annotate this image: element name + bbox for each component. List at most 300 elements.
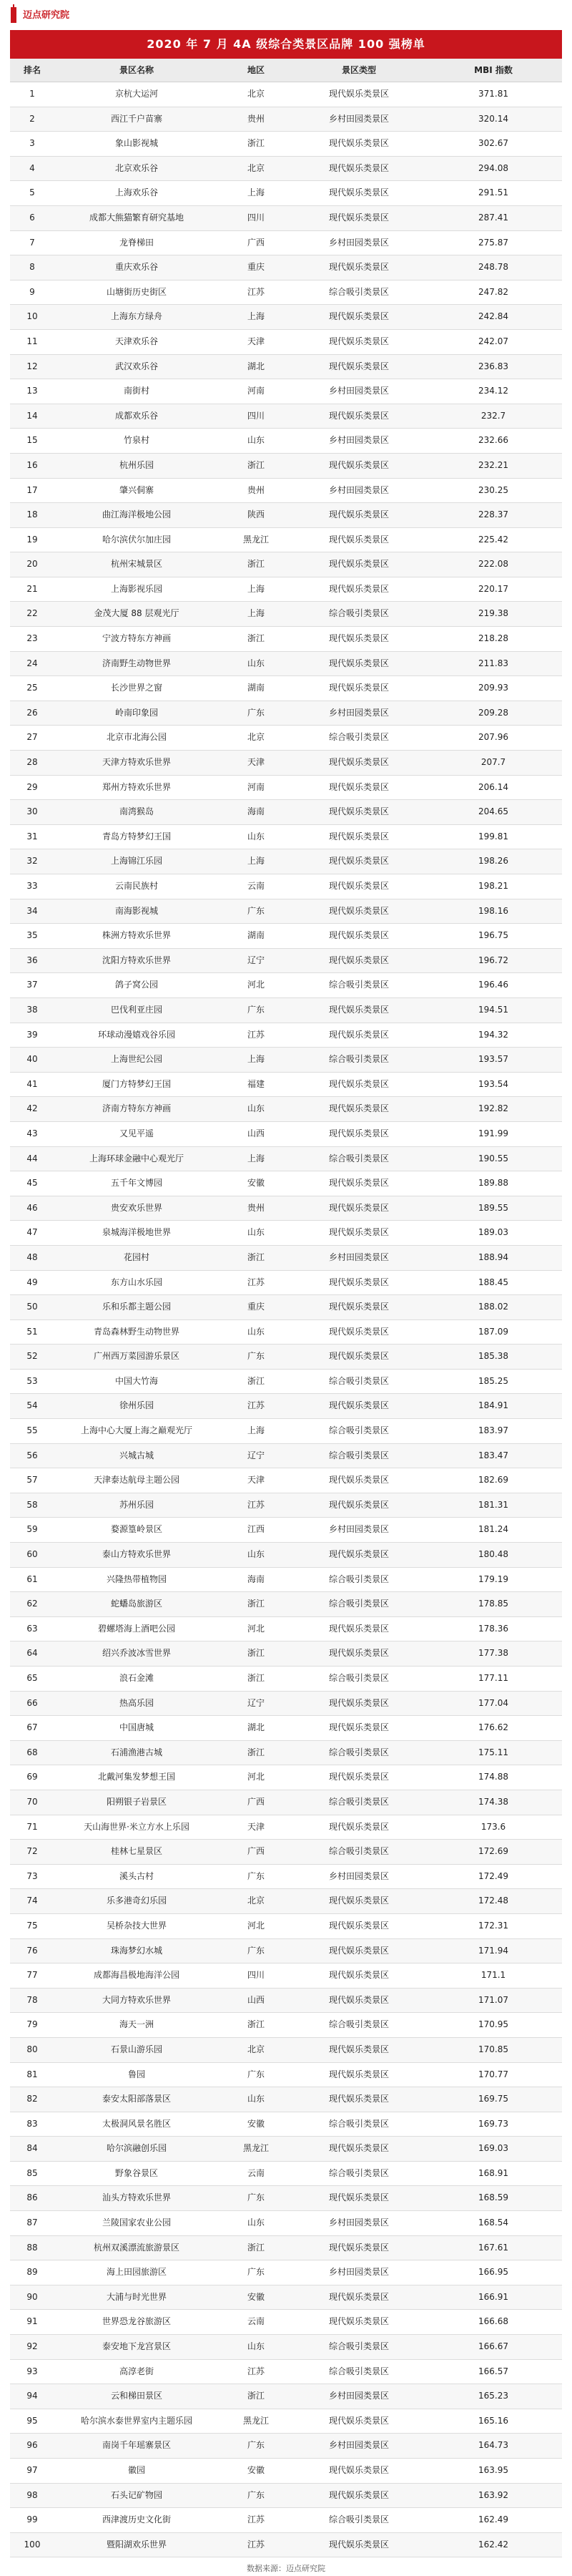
- name-cell: 成都海昌极地海洋公园: [93, 1970, 179, 1981]
- mbi-cell: 166.67: [478, 2341, 508, 2352]
- table-row: [10, 1221, 562, 1246]
- mbi-cell: 371.81: [478, 89, 508, 99]
- name-cell: 竹泉村: [123, 435, 149, 446]
- mbi-cell: 209.28: [478, 707, 508, 718]
- name-cell: 上海中心大厦上海之巅观光厅: [80, 1425, 192, 1436]
- mbi-cell: 193.54: [478, 1078, 508, 1089]
- name-cell: 杭州双溪漂流旅游景区: [93, 2242, 179, 2253]
- mbi-cell: 177.04: [478, 1697, 508, 1708]
- name-cell: 苏州乐园: [119, 1499, 154, 1510]
- name-cell: 云和梯田景区: [110, 2391, 162, 2401]
- table-row: [10, 2112, 562, 2137]
- rank-cell: 78: [26, 1994, 38, 2005]
- table-row: [10, 1370, 562, 1395]
- type-cell: 现代娱乐类景区: [328, 831, 389, 841]
- table-row: [10, 552, 562, 577]
- table-row: [10, 2335, 562, 2360]
- type-cell: 现代娱乐类景区: [328, 1970, 389, 1981]
- rank-cell: 56: [26, 1450, 38, 1460]
- name-cell: 上海东方绿舟: [110, 311, 162, 322]
- table-row: [10, 726, 562, 751]
- region-cell: 浙江: [247, 2242, 265, 2253]
- type-cell: 综合吸引类景区: [328, 1599, 389, 1609]
- table-row: [10, 1641, 562, 1667]
- rank-cell: 22: [26, 608, 38, 619]
- table-row: [10, 2236, 562, 2261]
- type-cell: 现代娱乐类景区: [328, 1202, 389, 1213]
- type-cell: 现代娱乐类景区: [328, 1227, 389, 1238]
- type-cell: 乡村田园类景区: [328, 2391, 389, 2401]
- name-cell: 上海世纪公园: [110, 1054, 162, 1065]
- region-cell: 上海: [247, 311, 265, 322]
- mbi-cell: 169.75: [478, 2094, 508, 2104]
- region-cell: 江苏: [247, 286, 265, 297]
- mbi-cell: 234.12: [478, 386, 508, 396]
- type-cell: 现代娱乐类景区: [328, 881, 389, 891]
- region-cell: 山东: [247, 658, 265, 668]
- region-cell: 海南: [247, 806, 265, 817]
- rank-cell: 82: [26, 2094, 38, 2104]
- rank-cell: 26: [26, 707, 38, 718]
- mbi-cell: 163.92: [478, 2489, 508, 2500]
- mbi-cell: 209.93: [478, 683, 508, 693]
- header-type: 景区类型: [341, 65, 376, 75]
- rank-cell: 50: [26, 1302, 38, 1312]
- type-cell: 现代娱乐类景区: [328, 1302, 389, 1312]
- type-cell: 现代娱乐类景区: [328, 1648, 389, 1659]
- name-cell: 花园村: [123, 1252, 149, 1262]
- name-cell: 珠海梦幻水城: [110, 1945, 162, 1956]
- region-cell: 广东: [247, 1870, 265, 1881]
- region-cell: 天津: [247, 1475, 265, 1485]
- table-row: [10, 1048, 562, 1073]
- region-cell: 贵州: [247, 113, 265, 124]
- region-cell: 江苏: [247, 2539, 265, 2550]
- mbi-cell: 204.65: [478, 806, 508, 817]
- name-cell: 蛇蟠岛旅游区: [110, 1599, 162, 1609]
- name-cell: 济南野生动物世界: [102, 658, 171, 668]
- mbi-cell: 188.94: [478, 1252, 508, 1262]
- rank-cell: 93: [26, 2366, 38, 2376]
- name-cell: 溪头古村: [119, 1870, 154, 1881]
- rank-cell: 63: [26, 1623, 38, 1634]
- region-cell: 广东: [247, 2192, 265, 2203]
- type-cell: 现代娱乐类景区: [328, 559, 389, 570]
- type-cell: 现代娱乐类景区: [328, 1920, 389, 1931]
- rank-cell: 100: [24, 2539, 41, 2550]
- region-cell: 广东: [247, 905, 265, 916]
- table-row: [10, 577, 562, 602]
- table-row: [10, 2484, 562, 2509]
- table-row: [10, 1023, 562, 1048]
- region-cell: 江苏: [247, 1400, 265, 1411]
- region-cell: 广东: [247, 1945, 265, 1956]
- rank-cell: 29: [26, 781, 38, 792]
- type-cell: 乡村田园类景区: [328, 2440, 389, 2451]
- rank-cell: 19: [26, 534, 38, 545]
- name-cell: 碧螺塔海上酒吧公园: [97, 1623, 175, 1634]
- table-row: [10, 1394, 562, 1419]
- region-cell: 贵州: [247, 484, 265, 495]
- table-row: [10, 479, 562, 504]
- type-cell: 现代娱乐类景区: [328, 2316, 389, 2327]
- table-row: [10, 1815, 562, 1840]
- type-cell: 现代娱乐类景区: [328, 1945, 389, 1956]
- name-cell: 东方山水乐园: [110, 1277, 162, 1287]
- mbi-cell: 232.66: [478, 435, 508, 446]
- mbi-cell: 172.48: [478, 1896, 508, 1906]
- name-cell: 成都大熊猫繁育研究基地: [89, 212, 184, 223]
- table-row: [10, 355, 562, 380]
- table-row: [10, 1617, 562, 1642]
- name-cell: 乐和乐都主题公园: [102, 1302, 171, 1312]
- type-cell: 现代娱乐类景区: [328, 2489, 389, 2500]
- rank-cell: 43: [26, 1128, 38, 1138]
- table-row: [10, 107, 562, 132]
- rank-cell: 36: [26, 955, 38, 965]
- name-cell: 巴伐利亚庄园: [110, 1004, 162, 1015]
- mbi-cell: 220.17: [478, 583, 508, 594]
- mbi-cell: 194.32: [478, 1029, 508, 1040]
- table-row: [10, 2087, 562, 2112]
- table-row: [10, 379, 562, 404]
- rank-cell: 55: [26, 1425, 38, 1436]
- type-cell: 现代娱乐类景区: [328, 1549, 389, 1560]
- name-cell: 上海影视乐园: [110, 583, 162, 594]
- rank-cell: 8: [29, 262, 35, 273]
- name-cell: 沈阳方特欢乐世界: [102, 955, 171, 965]
- type-cell: 综合吸引类景区: [328, 608, 389, 619]
- region-cell: 浙江: [247, 1599, 265, 1609]
- region-cell: 北京: [247, 732, 265, 743]
- rank-cell: 34: [26, 905, 38, 916]
- name-cell: 乐多港奇幻乐园: [106, 1896, 167, 1906]
- name-cell: 金茂大厦 88 层观光厅: [94, 608, 179, 619]
- table-row: [10, 2310, 562, 2335]
- name-cell: 徽园: [127, 2465, 145, 2475]
- rank-cell: 54: [26, 1400, 38, 1411]
- region-cell: 河北: [247, 1772, 265, 1782]
- region-cell: 上海: [247, 1054, 265, 1065]
- type-cell: 乡村田园类景区: [328, 113, 389, 124]
- rank-cell: 67: [26, 1722, 38, 1733]
- type-cell: 现代娱乐类景区: [328, 1178, 389, 1189]
- name-cell: 肇兴侗寨: [119, 484, 154, 495]
- type-cell: 现代娱乐类景区: [328, 459, 389, 470]
- table-row: [10, 602, 562, 627]
- rank-cell: 37: [26, 980, 38, 990]
- name-cell: 南海影视城: [114, 905, 158, 916]
- region-cell: 北京: [247, 2044, 265, 2054]
- mbi-cell: 171.94: [478, 1945, 508, 1956]
- rank-cell: 65: [26, 1673, 38, 1683]
- rank-cell: 79: [26, 2019, 38, 2030]
- type-cell: 综合吸引类景区: [328, 732, 389, 743]
- type-cell: 现代娱乐类景区: [328, 1277, 389, 1287]
- region-cell: 广东: [247, 2489, 265, 2500]
- rank-cell: 74: [26, 1896, 38, 1906]
- table-row: [10, 404, 562, 429]
- rank-cell: 62: [26, 1599, 38, 1609]
- type-cell: 乡村田园类景区: [328, 2218, 389, 2228]
- region-cell: 安徽: [247, 1178, 265, 1189]
- region-cell: 北京: [247, 162, 265, 173]
- rank-cell: 20: [26, 559, 38, 570]
- region-cell: 云南: [247, 2167, 265, 2178]
- type-cell: 现代娱乐类景区: [328, 534, 389, 545]
- type-cell: 综合吸引类景区: [328, 1425, 389, 1436]
- rank-cell: 48: [26, 1252, 38, 1262]
- region-cell: 北京: [247, 1896, 265, 1906]
- mbi-cell: 163.95: [478, 2465, 508, 2475]
- mbi-cell: 228.37: [478, 509, 508, 520]
- region-cell: 广东: [247, 707, 265, 718]
- table-row: [10, 1840, 562, 1865]
- rank-cell: 76: [26, 1945, 38, 1956]
- table-row: [10, 454, 562, 479]
- region-cell: 浙江: [247, 1673, 265, 1683]
- type-cell: 现代娱乐类景区: [328, 1078, 389, 1089]
- mbi-cell: 171.1: [480, 1970, 506, 1981]
- mbi-cell: 207.7: [480, 757, 506, 768]
- type-cell: 综合吸引类景区: [328, 1574, 389, 1584]
- table-row: [10, 1345, 562, 1370]
- region-cell: 广西: [247, 1796, 265, 1807]
- name-cell: 重庆欢乐谷: [114, 262, 158, 273]
- type-cell: 现代娱乐类景区: [328, 1994, 389, 2005]
- name-cell: 象山影视城: [114, 138, 158, 149]
- rank-cell: 73: [26, 1870, 38, 1881]
- rank-cell: 49: [26, 1277, 38, 1287]
- region-cell: 湖南: [247, 930, 265, 941]
- region-cell: 浙江: [247, 1375, 265, 1386]
- type-cell: 综合吸引类景区: [328, 2514, 389, 2525]
- name-cell: 京杭大运河: [114, 89, 158, 99]
- type-cell: 现代娱乐类景区: [328, 1499, 389, 1510]
- name-cell: 高淳老街: [119, 2366, 154, 2376]
- rank-cell: 10: [26, 311, 38, 322]
- rank-cell: 95: [26, 2415, 38, 2426]
- rank-cell: 7: [29, 237, 35, 248]
- mbi-cell: 165.23: [478, 2391, 508, 2401]
- region-cell: 山东: [247, 1103, 265, 1114]
- name-cell: 南湾猴岛: [119, 806, 154, 817]
- region-cell: 北京: [247, 89, 265, 99]
- type-cell: 现代娱乐类景区: [328, 1004, 389, 1015]
- type-cell: 现代娱乐类景区: [328, 1029, 389, 1040]
- table-row: [10, 899, 562, 924]
- mbi-cell: 196.72: [478, 955, 508, 965]
- type-cell: 现代娱乐类景区: [328, 311, 389, 322]
- region-cell: 天津: [247, 757, 265, 768]
- header-rank: 排名: [23, 65, 41, 75]
- rank-cell: 96: [26, 2440, 38, 2451]
- rank-cell: 61: [26, 1574, 38, 1584]
- mbi-cell: 232.7: [480, 410, 506, 421]
- table-row: [10, 305, 562, 330]
- type-cell: 乡村田园类景区: [328, 1524, 389, 1535]
- rank-cell: 51: [26, 1326, 38, 1337]
- rank-cell: 81: [26, 2069, 38, 2079]
- table-row: [10, 1543, 562, 1568]
- table-row: [10, 825, 562, 850]
- mbi-cell: 198.16: [478, 905, 508, 916]
- region-cell: 黑龙江: [242, 2143, 269, 2154]
- mbi-cell: 196.75: [478, 930, 508, 941]
- table-row: [10, 1271, 562, 1296]
- name-cell: 绍兴乔波冰雪世界: [102, 1648, 171, 1659]
- name-cell: 兴隆热带植物园: [106, 1574, 167, 1584]
- type-cell: 乡村田园类景区: [328, 435, 389, 446]
- type-cell: 现代娱乐类景区: [328, 683, 389, 693]
- mbi-cell: 219.38: [478, 608, 508, 619]
- type-cell: 综合吸引类景区: [328, 1747, 389, 1757]
- header-region: 地区: [247, 65, 265, 75]
- rank-cell: 92: [26, 2341, 38, 2352]
- rank-cell: 15: [26, 435, 38, 446]
- type-cell: 乡村田园类景区: [328, 237, 389, 248]
- name-cell: 吴桥杂技大世界: [106, 1920, 167, 1931]
- mbi-cell: 177.11: [478, 1673, 508, 1683]
- region-cell: 山东: [247, 2218, 265, 2228]
- mbi-cell: 166.57: [478, 2366, 508, 2376]
- mbi-cell: 183.97: [478, 1425, 508, 1436]
- rank-cell: 33: [26, 881, 38, 891]
- mbi-cell: 291.51: [478, 187, 508, 198]
- rank-cell: 31: [26, 831, 38, 841]
- region-cell: 江西: [247, 1524, 265, 1535]
- table-row: [10, 206, 562, 231]
- name-cell: 株洲方特欢乐世界: [102, 930, 171, 941]
- rank-cell: 30: [26, 806, 38, 817]
- region-cell: 浙江: [247, 1747, 265, 1757]
- type-cell: 综合吸引类景区: [328, 1375, 389, 1386]
- region-cell: 海南: [247, 1574, 265, 1584]
- tower-icon: [9, 4, 19, 23]
- mbi-cell: 174.88: [478, 1772, 508, 1782]
- table-row: [10, 2162, 562, 2187]
- mbi-cell: 207.96: [478, 732, 508, 743]
- name-cell: 青岛方特梦幻王国: [102, 831, 171, 841]
- region-cell: 广东: [247, 1351, 265, 1362]
- name-cell: 青岛森林野生动物世界: [93, 1326, 179, 1337]
- region-cell: 天津: [247, 336, 265, 346]
- table-row: [10, 1716, 562, 1741]
- rank-cell: 42: [26, 1103, 38, 1114]
- name-cell: 哈尔滨融创乐园: [106, 2143, 167, 2154]
- name-cell: 南岗千年瑶寨景区: [102, 2440, 171, 2451]
- rank-cell: 88: [26, 2242, 38, 2253]
- type-cell: 现代娱乐类景区: [328, 757, 389, 768]
- name-cell: 石景山游乐园: [110, 2044, 162, 2054]
- table-row: [10, 800, 562, 825]
- table-row: [10, 627, 562, 652]
- brand-logo: [9, 4, 69, 23]
- region-cell: 贵州: [247, 1202, 265, 1213]
- table-row: [10, 1122, 562, 1147]
- rank-cell: 64: [26, 1648, 38, 1659]
- region-cell: 黑龙江: [242, 534, 269, 545]
- type-cell: 现代娱乐类景区: [328, 1623, 389, 1634]
- region-cell: 江苏: [247, 2514, 265, 2525]
- mbi-cell: 165.16: [478, 2415, 508, 2426]
- rank-cell: 97: [26, 2465, 38, 2475]
- type-cell: 现代娱乐类景区: [328, 2094, 389, 2104]
- type-cell: 乡村田园类景区: [328, 2267, 389, 2278]
- region-cell: 河南: [247, 781, 265, 792]
- rank-cell: 77: [26, 1970, 38, 1981]
- rank-cell: 72: [26, 1846, 38, 1857]
- rank-cell: 14: [26, 410, 38, 421]
- name-cell: 天津欢乐谷: [114, 336, 158, 346]
- type-cell: 综合吸引类景区: [328, 2019, 389, 2030]
- rank-cell: 5: [29, 187, 35, 198]
- region-cell: 浙江: [247, 633, 265, 644]
- table-row: [10, 2384, 562, 2409]
- region-cell: 山西: [247, 1128, 265, 1138]
- table-row: [10, 652, 562, 677]
- table-row: [10, 1097, 562, 1122]
- mbi-cell: 188.45: [478, 1277, 508, 1287]
- name-cell: 鲁园: [127, 2069, 145, 2079]
- table-row: [10, 231, 562, 256]
- table-row: [10, 1939, 562, 1964]
- mbi-cell: 178.36: [478, 1623, 508, 1634]
- rank-cell: 23: [26, 633, 38, 644]
- rank-cell: 45: [26, 1178, 38, 1189]
- table-row: [10, 701, 562, 726]
- mbi-cell: 287.41: [478, 212, 508, 223]
- type-cell: 现代娱乐类景区: [328, 509, 389, 520]
- type-cell: 综合吸引类景区: [328, 1450, 389, 1460]
- rank-cell: 85: [26, 2167, 38, 2178]
- mbi-cell: 170.95: [478, 2019, 508, 2030]
- table-row: [10, 1196, 562, 1221]
- rank-cell: 24: [26, 658, 38, 668]
- table-row: [10, 1741, 562, 1766]
- rank-cell: 35: [26, 930, 38, 941]
- table-row: [10, 776, 562, 801]
- type-cell: 综合吸引类景区: [328, 1673, 389, 1683]
- table-row: [10, 2013, 562, 2038]
- region-cell: 广东: [247, 2069, 265, 2079]
- mbi-cell: 225.42: [478, 534, 508, 545]
- region-cell: 湖南: [247, 683, 265, 693]
- table-title: 2020 年 7 月 4A 级综合类景区品牌 100 强榜单: [10, 30, 562, 59]
- header-bar: [0, 0, 572, 30]
- mbi-cell: 168.91: [478, 2167, 508, 2178]
- mbi-cell: 172.69: [478, 1846, 508, 1857]
- mbi-cell: 172.49: [478, 1870, 508, 1881]
- name-cell: 武汉欢乐谷: [114, 361, 158, 371]
- rank-cell: 58: [26, 1499, 38, 1510]
- rank-cell: 13: [26, 386, 38, 396]
- table-row: [10, 1765, 562, 1790]
- name-cell: 阳朔银子岩景区: [106, 1796, 167, 1807]
- region-cell: 江苏: [247, 2366, 265, 2376]
- rank-cell: 6: [29, 212, 35, 223]
- mbi-cell: 198.26: [478, 856, 508, 867]
- type-cell: 现代娱乐类景区: [328, 1103, 389, 1114]
- region-cell: 四川: [247, 212, 265, 223]
- data-source-note: 数据来源：迈点研究院: [247, 2564, 325, 2574]
- mbi-cell: 180.48: [478, 1549, 508, 1560]
- type-cell: 现代娱乐类景区: [328, 1128, 389, 1138]
- mbi-cell: 189.88: [478, 1178, 508, 1189]
- type-cell: 现代娱乐类景区: [328, 1722, 389, 1733]
- type-cell: 现代娱乐类景区: [328, 1772, 389, 1782]
- table-row: [10, 82, 562, 107]
